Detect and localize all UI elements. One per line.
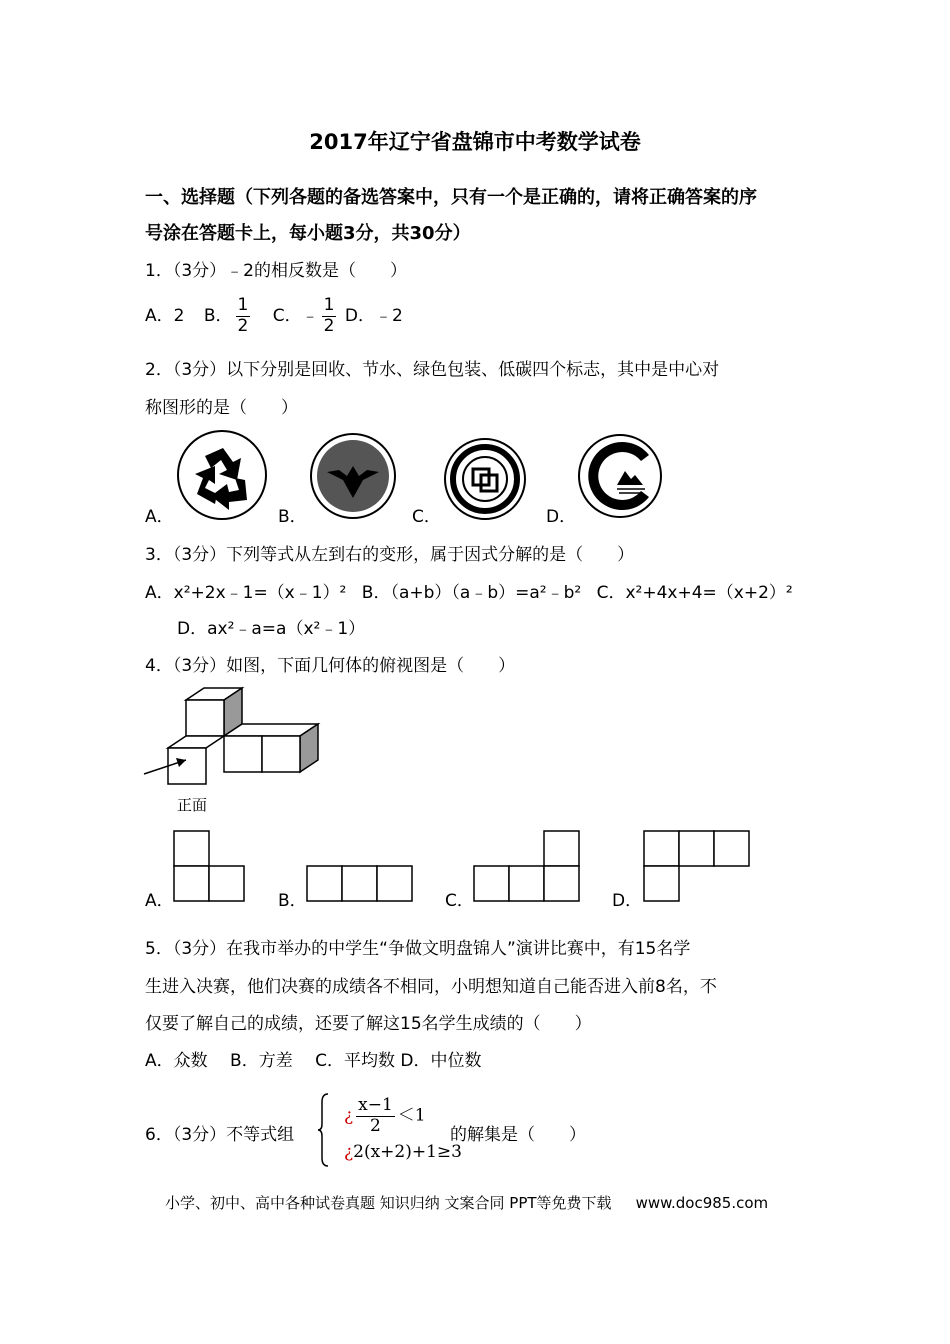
green-packaging-logo-icon xyxy=(443,437,527,521)
q4-option-b-figure xyxy=(307,866,417,906)
q2-option-a-label: A． xyxy=(145,507,174,527)
inequality-2 xyxy=(344,1142,462,1162)
question-6-stem-suffix: 的解集是（ ） xyxy=(450,1125,586,1145)
inequality-1-fraction: $\frac{x-1}{2}$ xyxy=(358,1095,393,1136)
q4-option-a-label: A． xyxy=(145,891,174,911)
q1-option-b-fraction: $\frac{1}{2}$ xyxy=(237,295,249,336)
page-footer xyxy=(165,1192,768,1213)
question-4-stem: 4．（3分）如图，下面几何体的俯视图是（ ） xyxy=(145,656,516,676)
q3-option-c: C．x²+4x+4=（x+2）² xyxy=(596,583,793,603)
q4-option-b-label: B． xyxy=(278,891,307,911)
q1-option-d: D．﹣2 xyxy=(344,306,403,327)
inequality-2-mark: ¿ xyxy=(344,1142,354,1162)
q1-option-c: C．﹣ xyxy=(272,306,319,327)
front-view-label: 正面 xyxy=(177,796,208,814)
footer-url[interactable]: www.doc985.com xyxy=(635,1194,769,1212)
page-title: 2017年辽宁省盘锦市中考数学试卷 xyxy=(309,130,641,154)
q4-option-c-label: C． xyxy=(445,891,474,911)
q2-option-d-label: D． xyxy=(546,507,577,527)
q1-option-a: A．2 xyxy=(145,306,185,327)
q3-option-b: B．（a+b）（a﹣b）=a²﹣b² xyxy=(361,583,582,603)
q4-option-d-label: D． xyxy=(612,891,643,911)
inequality-1-rhs: ＜1 xyxy=(397,1105,426,1126)
solid-figure-diagram xyxy=(140,684,320,804)
water-saving-logo-icon xyxy=(309,432,397,520)
question-2-line2: 称图形的是（ ） xyxy=(145,398,298,418)
question-5-line3: 仅要了解自己的成绩，还要了解这15名学生成绩的（ ） xyxy=(145,1014,592,1034)
section-heading-line1: 一、选择题（下列各题的备选答案中，只有一个是正确的，请将正确答案的序 xyxy=(145,187,757,208)
section-heading-line2: 号涂在答题卡上，每小题3分，共30分） xyxy=(145,223,471,244)
q3-option-a: A．x²+2x﹣1=（x﹣1）² xyxy=(145,583,347,603)
question-5-line1: 5．（3分）在我市举办的中学生“争做文明盘锦人”演讲比赛中，有15名学 xyxy=(145,939,691,959)
question-5-options: A．众数 B．方差 C．平均数 D．中位数 xyxy=(145,1051,482,1071)
q4-option-d-figure xyxy=(644,831,754,905)
question-6-stem-prefix: 6．（3分）不等式组 xyxy=(145,1125,295,1145)
q1-option-b: B． xyxy=(203,306,233,327)
q4-option-a-figure xyxy=(174,831,248,905)
question-5-line2: 生进入决赛，他们决赛的成绩各不相同，小明想知道自己能否进入前8名，不 xyxy=(145,977,717,997)
q2-option-b-label: B． xyxy=(278,507,307,527)
q1-option-c-fraction: $\frac{1}{2}$ xyxy=(323,295,335,336)
question-1-stem: 1．（3分）﹣2的相反数是（ ） xyxy=(145,261,407,281)
q4-option-c-figure xyxy=(474,831,584,905)
system-brace xyxy=(318,1092,330,1168)
inequality-2-expr: 2(x+2)+1≥3 xyxy=(353,1142,462,1162)
inequality-1 xyxy=(344,1096,426,1136)
question-3-options-line1 xyxy=(145,578,793,603)
inequality-1-mark: ¿ xyxy=(344,1105,354,1126)
question-1-options xyxy=(145,296,403,336)
recycle-logo-icon xyxy=(175,428,269,522)
low-carbon-logo-icon xyxy=(577,433,663,519)
question-2-line1: 2．（3分）以下分别是回收、节水、绿色包装、低碳四个标志，其中是中心对 xyxy=(145,360,720,380)
footer-text: 小学、初中、高中各种试卷真题 知识归纳 文案合同 PPT等免费下载 xyxy=(165,1194,612,1212)
q3-option-d: D．ax²﹣a=a（x²﹣1） xyxy=(177,619,366,639)
q2-option-c-label: C． xyxy=(412,507,441,527)
question-3-stem: 3．（3分）下列等式从左到右的变形，属于因式分解的是（ ） xyxy=(145,545,635,565)
